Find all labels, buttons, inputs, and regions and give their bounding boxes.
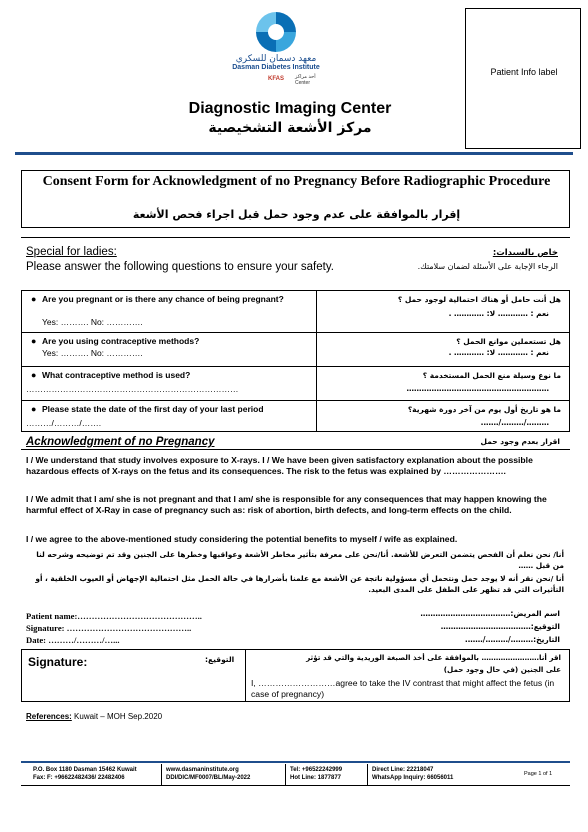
bullet-icon: ● (31, 404, 37, 414)
question-contraceptive-en: Are you using contraceptive methods? (42, 336, 200, 346)
answer-period-en[interactable]: ………/………/……. (26, 418, 102, 428)
footer-divider (21, 761, 570, 763)
patient-signature-field[interactable]: Signature: …………………………………….. (26, 623, 192, 633)
ladies-instruction-en: Please answer the following questions to ensure your safety. (26, 261, 334, 273)
question-row (22, 291, 569, 333)
answer-method-ar[interactable]: ………………………………………………… (406, 384, 549, 393)
question-row (22, 401, 569, 431)
signature-label-ar: التوقيع: (205, 655, 235, 664)
answer-method-en[interactable]: ………………………………………………………………… (26, 384, 239, 394)
references-label: References: (26, 712, 72, 721)
footer-page-number: Page 1 of 1 (524, 771, 553, 777)
footer-doc-code: DDI/DIC/MF0007/BL/May-2022 (166, 775, 251, 781)
acknowledgment-paragraph-3: I / we agree to the above-mentioned study considering the potential benefits to myself / wife as explained. (26, 534, 458, 544)
patient-name-field-ar[interactable]: اسم المريض:……………………………… (420, 609, 560, 618)
logo-arabic-name: معهد دسمان للسكري (235, 54, 317, 64)
header-divider (15, 152, 573, 155)
contrast-consent-ar-line-2: على الجنين (في حال وجود حمل) (443, 665, 561, 674)
footer-direct-line: Direct Line: 22218047 (372, 767, 434, 773)
question-method-ar: ما نوع وسيلة منع الحمل المستخدمة ؟ (422, 371, 561, 380)
references-text: Kuwait – MOH Sep.2020 (74, 712, 163, 721)
answer-contraceptive-en[interactable]: Yes: ………. No: …………. (42, 348, 143, 358)
question-period-en: Please state the date of the first day of your last period (42, 404, 264, 414)
footer-website[interactable]: www.dasmaninstitute.org (166, 767, 239, 773)
center-title-en: Diagnostic Imaging Center (188, 100, 392, 117)
patient-info-label-box (465, 8, 581, 149)
bullet-icon: ● (31, 336, 37, 346)
acknowledgment-paragraph-ar-1: أنا/ نحن نعلم أن الفحص يتضمن التعرض للأشعة. أنا/نحن على معرفة بتأثير مخاطر الأشعة وعواقبها وخطرها على الجنين وقد تم توضيحه وشرحه لنا من قبل …… (36, 550, 564, 570)
question-period-ar: ما هو تاريخ أول يوم من آخر دورة شهرية؟ (407, 405, 561, 414)
question-contraceptive-ar: هل تستعملين موانع الحمل ؟ (456, 337, 561, 346)
question-row (22, 367, 569, 401)
footer (21, 764, 570, 786)
acknowledgment-divider (21, 449, 570, 450)
footer-tel: Tel: +96522242999 (290, 767, 343, 773)
form-title-box (21, 170, 570, 228)
question-method-en: What contraceptive method is used? (42, 370, 191, 380)
acknowledgment-heading-en: Acknowledgment of no Pregnancy (26, 436, 215, 448)
patient-name-field[interactable]: Patient name:…………………………………….. (26, 611, 202, 621)
ladies-instruction-ar: الرجاء الإجابة على الأسئلة لضمان سلامتك. (417, 262, 558, 271)
bullet-icon: ● (31, 370, 37, 380)
center-title-ar: مركز الأشعة التشخيصية (208, 120, 372, 136)
contrast-consent-ar-line-1: اقر أنا…………………… بالموافقة على أخذ الصبغة الوريدية والتي قد تؤثر (306, 653, 561, 662)
signature-cell[interactable] (22, 650, 246, 701)
institute-logo (180, 6, 380, 86)
question-pregnant-ar: هل أنت حامل أو هناك احتمالية لوجود حمل ؟ (397, 295, 561, 304)
footer-hotline: Hot Line: 1877877 (290, 775, 342, 781)
ladies-heading-ar: خاص بالسيدات: (492, 248, 558, 258)
answer-pregnant-en[interactable]: Yes: ………. No: …………. (42, 317, 143, 327)
references (26, 712, 162, 721)
patient-info-label: Patient Info label (490, 67, 558, 77)
questions-table (21, 290, 570, 432)
kfas-mark: KFAS (268, 76, 285, 82)
form-title-ar: إقرار بالموافقة على عدم وجود حمل قبل اجراء فحص الأشعة (132, 208, 461, 221)
answer-contraceptive-ar[interactable]: نعم : ………… لا: ………… . (448, 348, 549, 357)
contrast-consent-en: I, ………………………agree to take the IV contrast that might affect the fetus (in case of pregnancy) (251, 678, 555, 699)
footer-fax: Fax: F: +96622482436/ 22482406 (33, 775, 125, 781)
ladies-heading-en: Special for ladies: (26, 246, 117, 258)
kfas-center-label: أحد مراكز Center (295, 74, 316, 86)
question-row (22, 333, 569, 367)
section-divider (21, 237, 570, 238)
contrast-consent-table (21, 649, 570, 702)
logo-english-name: Dasman Diabetes Institute (232, 64, 320, 71)
question-pregnant-en: Are you pregnant or is there any chance of being pregnant? (42, 294, 284, 304)
footer-address: P.O. Box 1180 Dasman 15462 Kuwait (33, 767, 137, 773)
bullet-icon: ● (31, 294, 37, 304)
acknowledgment-heading-ar: اقرار بعدم وجود حمل (480, 437, 560, 446)
form-title-en: Consent Form for Acknowledgment of no Pregnancy Before Radiographic Procedure (42, 174, 551, 189)
answer-pregnant-ar[interactable]: نعم : ………… لا: ………… . (448, 309, 549, 318)
acknowledgment-paragraph-ar-2: أنا /نحن نقر أنه لا يوجد حمل ونتحمل أي مسؤولية ناتجة عن الأشعة مع علمنا بأضرارها في حالة الحمل مثل احتمالية الإجهاض أو العيوب الخلقية ، أو التأثيرات التي قد تظهر على الطفل على المدى البعيد. (35, 574, 564, 594)
answer-period-ar[interactable]: ………/………/……. (480, 418, 549, 427)
acknowledgment-paragraph-1: I / We understand that study involves exposure to X-rays. I / We have been given satisfactory explanation about the possible hazardous effects of X-rays on the fetus and its consequences. The risk to the fetus was explained by …………………. (26, 455, 533, 476)
patient-signature-field-ar[interactable]: التوقيع:……………………………… (440, 622, 560, 631)
patient-date-field[interactable]: Date: ………/………/…... (26, 635, 120, 645)
patient-date-field-ar[interactable]: التاريخ:………/………/……. (464, 635, 560, 644)
footer-whatsapp: WhatsApp Inquiry: 66056011 (372, 775, 454, 781)
signature-label: Signature: (28, 655, 88, 669)
acknowledgment-paragraph-2: I / We admit that I am/ she is not pregnant and that I am/ she is responsible for any consequences that may happen knowing the harmful effect of X-Ray in case of pregnancy such as: risk of abortion, birth defects, and long-term effects on the child. (26, 494, 547, 515)
